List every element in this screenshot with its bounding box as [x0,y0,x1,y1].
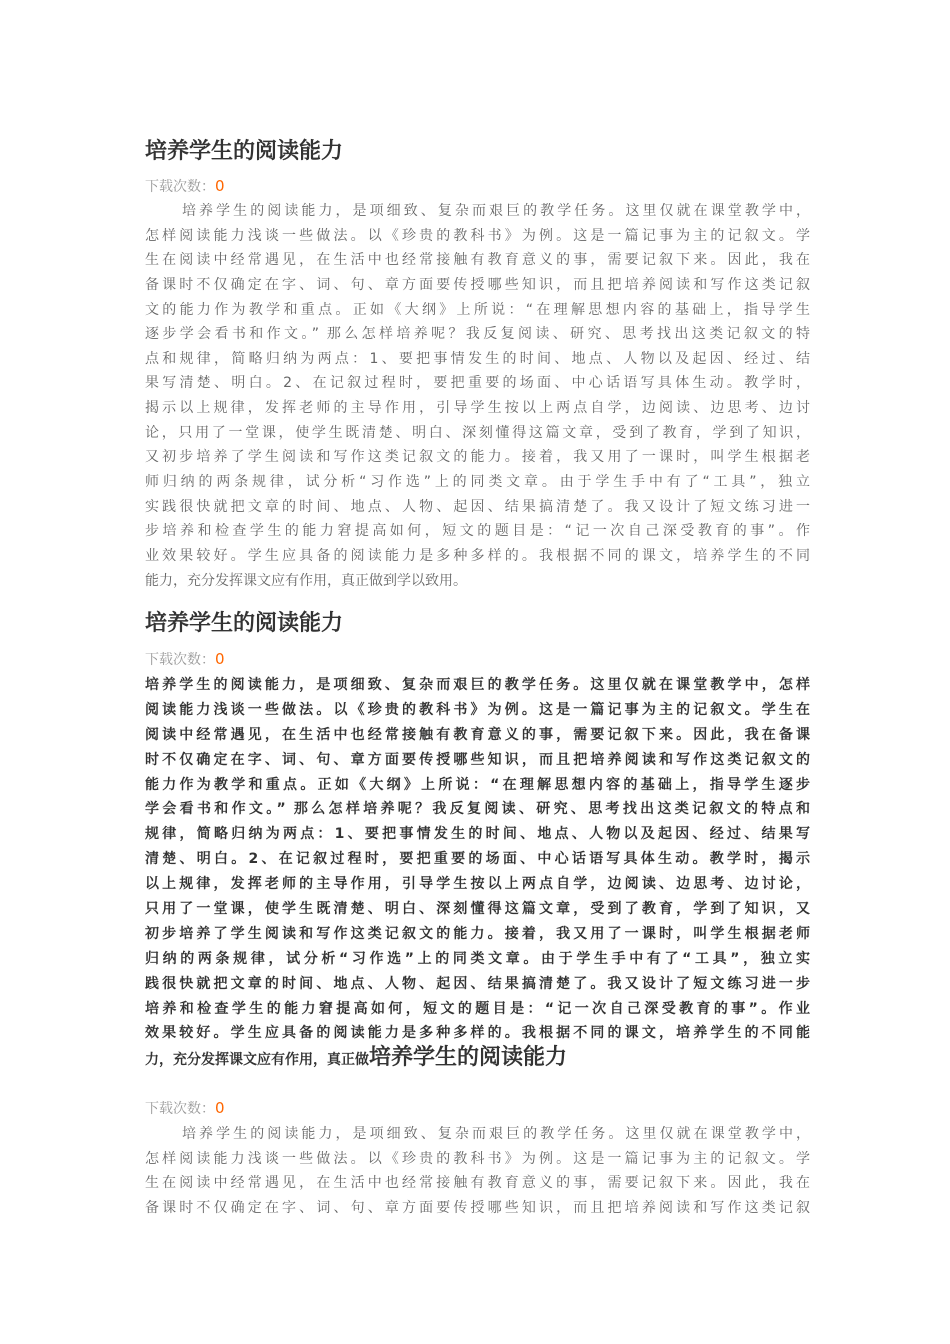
body-line: 师归纳的两条规律，试分析“习作选”上的同类文章。由于学生手中有了“工具”，独立 [145,474,810,491]
body-line: 揭示以上规律，发挥老师的主导作用，引导学生按以上两点自学，边阅读、边思考、边讨 [145,400,810,417]
download-count: 0 [215,177,225,195]
body-line: 践很快就把文章的时间、地点、人物、起因、结果搞清楚了。我又设计了短文练习进一步 [145,975,810,992]
download-count: 0 [215,650,225,668]
body-line-tail: 力，充分发挥课文应有作用，真正做 [145,1052,369,1069]
body-line: 效果较好。学生应具备的阅读能力是多种多样的。我根据不同的课文，培养学生的不同能 [145,1025,810,1042]
body-line: 实践很快就把文章的时间、地点、人物、起因、结果搞清楚了。我又设计了短文练习进一 [145,498,810,515]
download-count: 0 [215,1099,225,1117]
body-line: 培养学生的阅读能力，是项细致、复杂而艰巨的教学任务。这里仅就在课堂教学中， [182,1126,810,1142]
body-line: 逐步学会看书和作文。” 那么怎样培养呢？我反复阅读、研究、思考找出这类记叙文的特 [145,326,810,343]
body-line: 培养学生的阅读能力，是项细致、复杂而艰巨的教学任务。这里仅就在课堂教学中， [182,203,810,219]
body-line: 业效果较好。学生应具备的阅读能力是多种多样的。我根据不同的课文，培养学生的不同 [145,547,810,564]
section-2-body [145,673,810,1071]
section-1-download-info [145,176,225,197]
body-line: 又初步培养了学生阅读和写作这类记叙文的能力。接着，我又用了一课时，叫学生根据老 [145,449,810,466]
body-line: 怎样阅读能力浅谈一些做法。以《珍贵的教科书》为例。这是一篇记事为主的记叙文。学 [145,1150,810,1167]
section-1-title: 培养学生的阅读能力 [145,139,344,164]
download-label: 下载次数： [145,179,215,195]
body-line: 能力作为教学和重点。正如《大纲》上所说：“在理解思想内容的基础上，指导学生逐步 [145,776,810,793]
body-line: 以上规律，发挥老师的主导作用，引导学生按以上两点自学，边阅读、边思考、边讨论， [145,876,810,893]
download-label: 下载次数： [145,652,215,668]
section-3-title: 培养学生的阅读能力 [369,1045,568,1071]
section-3-body [145,1122,810,1220]
body-line: 培养学生的阅读能力，是项细致、复杂而艰巨的教学任务。这里仅就在课堂教学中，怎样 [145,677,810,693]
body-line-with-title [145,1046,810,1071]
section-2-download-info [145,649,225,670]
body-line: 初步培养了学生阅读和写作这类记叙文的能力。接着，我又用了一课时，叫学生根据老师 [145,925,810,942]
body-line: 步培养和检查学生的能力窘提高如何，短文的题目是：“记一次自己深受教育的事”。作 [145,523,810,540]
section-1-body [145,199,810,593]
body-line: 能力，充分发挥课文应有作用，真正做到学以致用。 [145,572,467,589]
body-line: 培养和检查学生的能力窘提高如何，短文的题目是：“记一次自己深受教育的事”。作业 [145,1000,810,1017]
body-line: 果写清楚、明白。2、在记叙过程时，要把重要的场面、中心话语写具体生动。教学时， [145,375,810,392]
body-line: 阅读中经常遇见，在生活中也经常接触有教育意义的事，需要记叙下来。因此，我在备课 [145,726,810,743]
body-line: 生在阅读中经常遇见，在生活中也经常接触有教育意义的事，需要记叙下来。因此，我在 [145,252,810,269]
body-line: 备课时不仅确定在字、词、句、章方面要传授哪些知识，而且把培养阅读和写作这类记叙 [145,276,810,293]
body-line: 文的能力作为教学和重点。正如《大纲》上所说：“在理解思想内容的基础上，指导学生 [145,301,810,318]
body-line: 清楚、明白。2、在记叙过程时，要把重要的场面、中心话语写具体生动。教学时，揭示 [145,851,810,868]
body-line: 规律，简略归纳为两点：1、要把事情发生的时间、地点、人物以及起因、经过、结果写 [145,826,810,843]
body-line: 归纳的两条规律，试分析“习作选”上的同类文章。由于学生手中有了“工具”，独立实 [145,950,810,967]
body-line: 学会看书和作文。” 那么怎样培养呢？我反复阅读、研究、思考找出这类记叙文的特点和 [145,801,810,818]
body-line: 时不仅确定在字、词、句、章方面要传授哪些知识，而且把培养阅读和写作这类记叙文的 [145,751,810,768]
body-line: 点和规律，简略归纳为两点：1、要把事情发生的时间、地点、人物以及起因、经过、结 [145,350,810,367]
download-label: 下载次数： [145,1101,215,1117]
body-line: 只用了一堂课，使学生既清楚、明白、深刻懂得这篇文章，受到了教育，学到了知识，又 [145,901,810,918]
body-line: 论，只用了一堂课，使学生既清楚、明白、深刻懂得这篇文章，受到了教育，学到了知识， [145,424,810,441]
section-3-download-info [145,1098,225,1119]
body-line: 阅读能力浅谈一些做法。以《珍贵的教科书》为例。这是一篇记事为主的记叙文。学生在 [145,701,810,718]
body-line: 备课时不仅确定在字、词、句、章方面要传授哪些知识，而且把培养阅读和写作这类记叙 [145,1199,810,1216]
section-2-title: 培养学生的阅读能力 [145,611,344,636]
body-line: 生在阅读中经常遇见，在生活中也经常接触有教育意义的事，需要记叙下来。因此，我在 [145,1175,810,1191]
body-line: 怎样阅读能力浅谈一些做法。以《珍贵的教科书》为例。这是一篇记事为主的记叙文。学 [145,227,810,244]
